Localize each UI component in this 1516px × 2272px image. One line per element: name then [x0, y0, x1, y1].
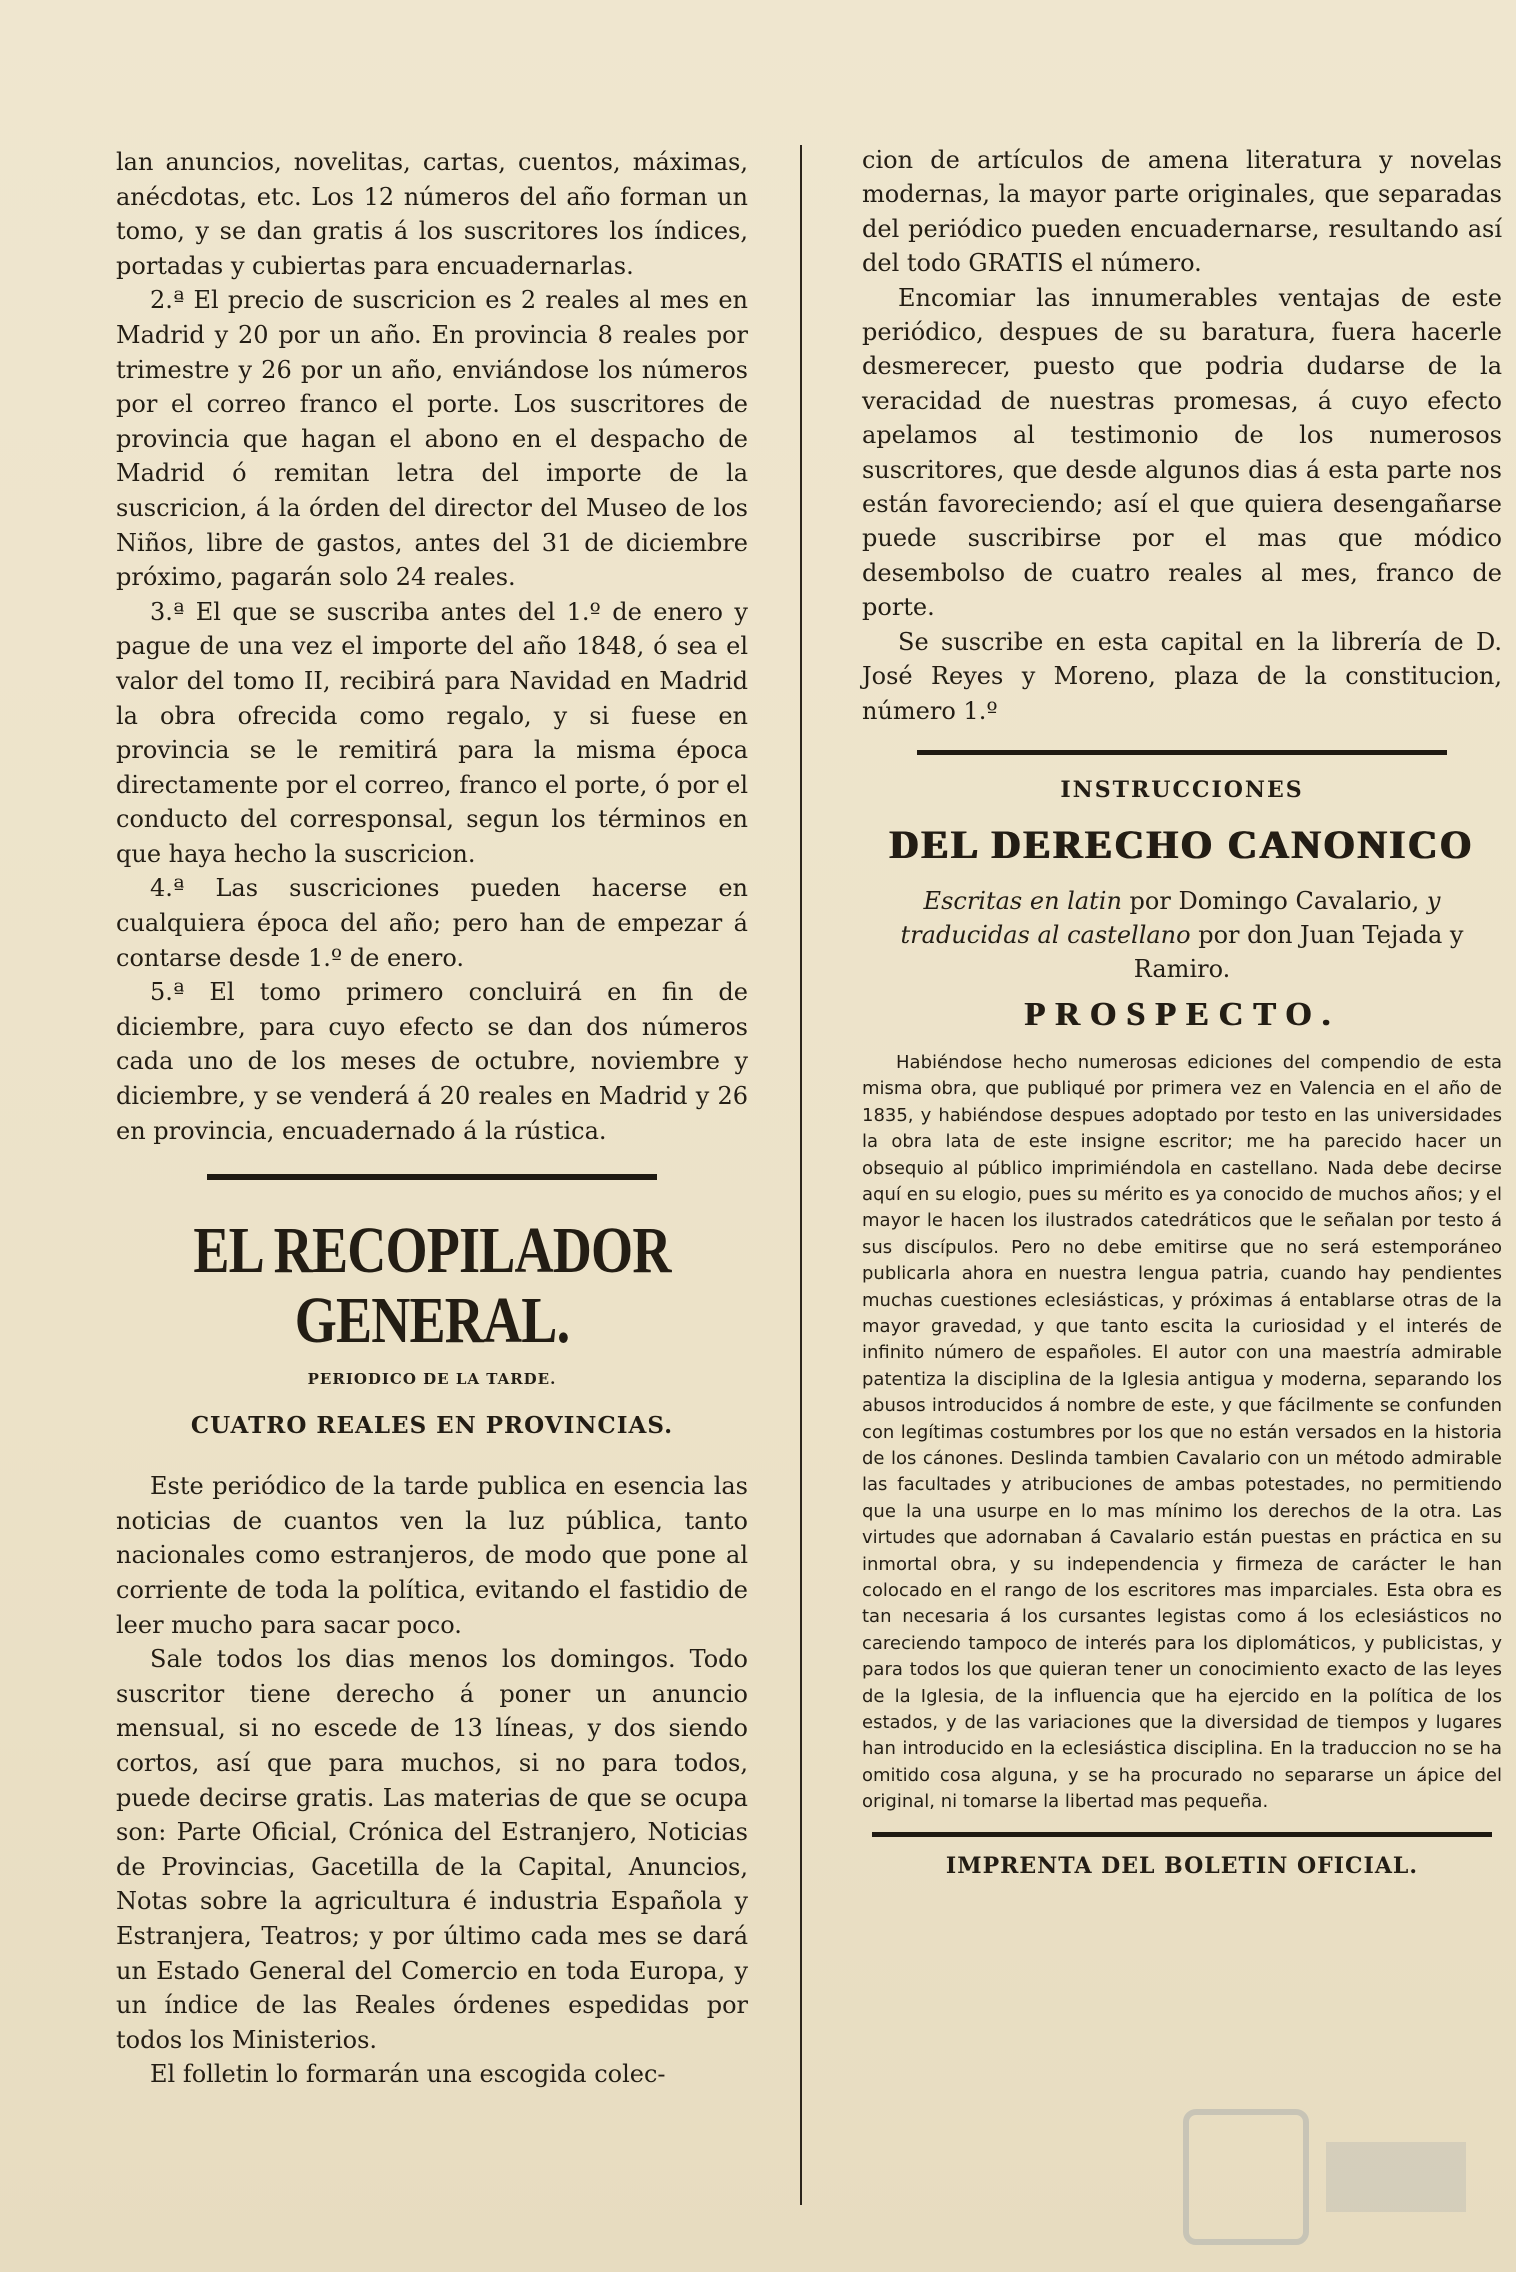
section-rule [207, 1174, 657, 1180]
byline [862, 884, 1502, 986]
paragraph-intro: lan anuncios, novelitas, cartas, cuentos, máximas, anécdotas, etc. Los 12 números del año forman un tomo, y se dan gratis á los suscritores los índices, portadas y cubiertas para encuadernarlas. [116, 148, 748, 280]
recopilador-subtitle: PERIODICO DE LA TARDE. [307, 1370, 557, 1389]
imprint-line: IMPRENTA DEL BOLETIN OFICIAL. [945, 1852, 1419, 1879]
right-paragraph-3: Se suscribe en esta capital en la librería de D. José Reyes y Moreno, plaza de la constitucion, número 1.º [862, 627, 1502, 725]
left-column [116, 145, 748, 2092]
library-stamp-icon [1176, 2102, 1476, 2252]
recopilador-paragraph-1: Este periódico de la tarde publica en esencia las noticias de cuantos ven la luz pública, tanto nacionales como estranjeros, de modo que pone al corriente de toda la política, evitando el fastidio de leer mucho para sacar poco. [116, 1472, 748, 1639]
byline-italic-1: Escritas en latin [923, 886, 1122, 915]
prospecto-text: Habiéndose hecho numerosas ediciones del compendio de esta misma obra, que publiqué por primera vez en Valencia en el año de 1835, y habiéndose despues adoptado por testo en las universidades la obra lata de este insigne escritor; me ha parecido hacer un obsequio al público imprimiéndola en castellano. Nada debe decirse aquí en su elogio, pues su mérito es ya conocido de muchos años; y el mayor le hacen los ilustrados catedráticos que le señalan por testo á sus discípulos. Pero no debe emitirse que no será estemporáneo publicarla ahora en nuestra lengua patria, cuando hay pendientes muchas cuestiones eclesiásticas, y próximas á entablarse otras de la mayor gravedad, y que tanto escita la curiosidad y el interés de infinito número de españoles. El autor con una maestría admirable patentiza la disciplina de la Iglesia antigua y moderna, separando los abusos introducidos á nombre de este, y que fácilmente se confunden con legítimas costumbres por los que no están versados en la historia de los cánones. Deslinda tambien Cavalario con un método admirable las facultades y atribuciones de ambas potestades, no permitiendo que la una usurpe en lo mas mínimo los derechos de la otra. Las virtudes que adornaban á Cavalario están puestas en práctica en su inmortal obra, y su independencia y firmeza de carácter le han colocado en el rango de los escritores mas imparciales. Esta obra es tan necesaria á los cursantes legistas como á los eclesiásticos no careciendo tampoco de interés para los diplomáticos, y publicistas, y para todos los que quieran tener un conocimiento exacto de las leyes de la Iglesia, de la influencia que ha ejercido en la política de los estados, y de las variaciones que la diversidad de tiempos y lugares han introducido en la eclesiástica disciplina. En la traduccion no se ha omitido cosa alguna, y se ha procurado no separarse un ápice del original, ni tomarse la libertad mas pequeña. [862, 1051, 1502, 1813]
recopilador-price: CUATRO REALES EN PROVINCIAS. [190, 1412, 674, 1440]
paragraph-item-3: 3.ª El que se suscriba antes del 1.º de enero y pague de una vez el importe del año 1848, ó sea el valor del tomo II, recibirá para Navidad en Madrid la obra ofrecida como regalo, y si fuese en provincia se le remitirá para la misma época directamente por el correo, franco el porte, ó por el conducto del corresponsal, segun los términos en que haya hecho la suscricion. [116, 597, 748, 868]
recopilador-paragraph-2: Sale todos los dias menos los domingos. Todo suscritor tiene derecho á poner un anuncio mensual, si no escede de 13 líneas, y dos siendo cortos, así que para muchos, si no para todos, puede decirse gratis. Las materias de que se ocupa son: Parte Oficial, Crónica del Estranjero, Noticias de Provincias, Gacetilla de la Capital, Anuncios, Notas sobre la agricultura é industria Española y Estranjera, Teatros; y por último cada mes se dará un Estado General del Comercio en toda Europa, y un índice de las Reales órdenes espedidas por todos los Ministerios. [116, 1645, 748, 2054]
paragraph-item-5: 5.ª El tomo primero concluirá en fin de diciembre, para cuyo efecto se dan dos números cada uno de los meses de octubre, noviembre y diciembre, y se venderá á 20 reales en Madrid y 26 en provincia, encuadernado á la rústica. [116, 978, 748, 1145]
column-divider [800, 145, 802, 2205]
right-paragraph-1: cion de artículos de amena literatura y novelas modernas, la mayor parte originales, que separadas del periódico pueden encuadernarse, resultando así del todo GRATIS el número. [862, 146, 1502, 278]
prospecto-body [862, 1050, 1502, 1816]
section-rule-right [917, 750, 1447, 755]
right-paragraph-2: Encomiar las innumerables ventajas de este periódico, despues de su baratura, fuera hacerle desmerecer, puesto que podria dudarse de la veracidad de nuestras promesas, á cuyo efecto apelamos al testimonio de los numerosos suscritores, que desde algunos dias á esta parte nos están favoreciendo; así el que quiera desengañarse puede suscribirse por el mas que módico desembolso de cuatro reales al mes, franco de porte. [862, 283, 1502, 622]
paragraph-item-2: 2.ª El precio de suscricion es 2 reales al mes en Madrid y 20 por un año. En provincia 8 reales por trimestre y 26 por un año, enviándose los números por el correo franco el porte. Los suscritores de provincia que hagan el abono en el despacho de Madrid ó remitan letra del importe de la suscricion, á la órden del director del Museo de los Niños, libre de gastos, antes del 31 de diciembre próximo, pagarán solo 24 reales. [116, 286, 748, 592]
byline-text-2: por don Juan Tejada y Ramiro. [1133, 920, 1464, 983]
byline-text-1: por Domingo Cavalario, [1121, 886, 1427, 915]
recopilador-paragraph-3: El folletin lo formarán una escogida colec- [150, 2060, 666, 2089]
right-column [862, 143, 1502, 1879]
recopilador-title: EL RECOPILADOR GENERAL. [193, 1214, 671, 1358]
byline-italic-2: y traducidas al castellano [900, 886, 1441, 949]
paragraph-item-4: 4.ª Las suscriciones pueden hacerse en cualquiera época del año; pero han de empezar á contarse desde 1.º de enero. [116, 874, 748, 972]
derecho-canonico-title: DEL DERECHO CANONICO [889, 821, 1475, 867]
instrucciones-heading: INSTRUCCIONES [1060, 776, 1304, 803]
footer-rule [872, 1832, 1492, 1837]
prospecto-heading: PROSPECTO. [1024, 995, 1340, 1033]
